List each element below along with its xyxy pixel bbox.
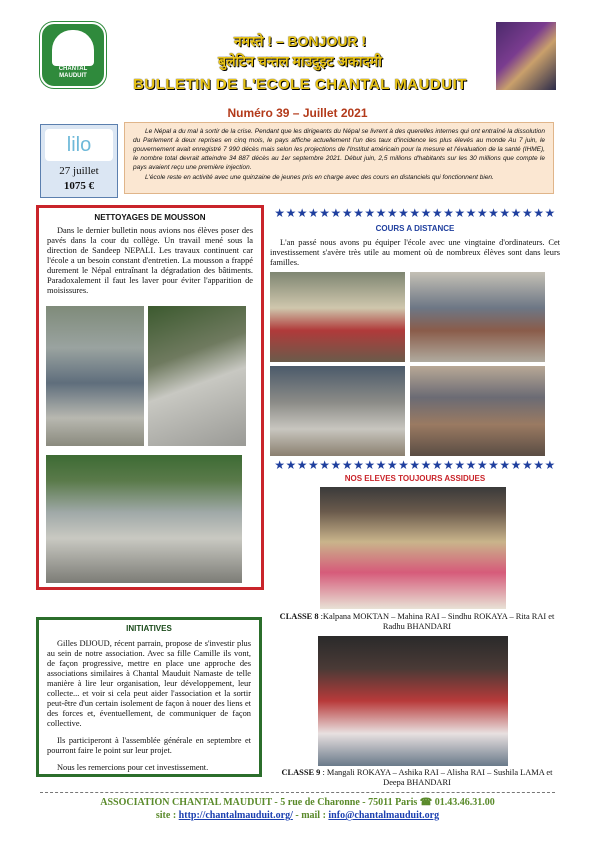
intro-paragraph: Le Népal a du mal à sortir de la crise. Pendant que les dirigeants du Népal se livrent à des querelles internes qui ont entraîné la dissolution du Parlement à deux reprises en cinq mois, le pays affiche actuellement l'un des taux d'incidence les plus élevés au monde Au 7 juin, le gouvernement avait enregistré 7 990 décès mais selon les projections de l'Institut américain pour la mesure et l'évaluation de la santé (IHME), le nombre total devrait atteindre 34 887 décès au 1er septembre 2021. Début juin, 2,5 millions d'habitants sur les 30 millions que compte le pays avaient reçu une première injection. [133,128,545,171]
bulletin-title: BULLETIN DE L'ECOLE CHANTAL MAUDUIT [133,76,467,93]
star-divider: ★★★★★★★★★★★★★★★★★★★★★★★★★ [274,206,556,220]
section-title: INITIATIVES [126,624,172,633]
issue-number: Numéro 39 – Juillet 2021 [227,106,368,120]
class-names: : Mangali ROKAYA – Ashika RAI – Alisha RAI – Sushila LAMA et Deepa BHANDARI [320,768,553,787]
class-names: :Kalpana MOKTAN – Mahina RAI – Sindhu ROKAYA – Rita RAI et Radhu BHANDARI [318,612,555,631]
sponsor-logo: lilo [45,129,113,161]
intro-paragraph: L'école reste en activité avec une quinzaine de jeunes pris en charge avec des cours en distanciels qui fonctionnent bien. [145,174,494,181]
footer-contact [0,810,595,821]
photo-class-8 [320,487,506,609]
photo-class-9 [318,636,508,766]
photo-remote-class-1 [270,272,405,362]
greeting-title: नमस्ते ! – BONJOUR ! [233,33,367,49]
section-text: Nous les remercions pour cet investissement. [57,763,209,772]
header-photo [496,22,556,90]
sponsor-amount: 1075 € [63,180,95,192]
class-8-caption [272,612,562,632]
photo-cleaning-2 [148,306,246,446]
section-text: L'an passé nous avons pu équiper l'école avec une vingtaine d'ordinateurs. Cet investissement s'avère très utile au moment où de nombreux élèves sont dans leurs familles. [270,238,560,267]
site-label: site : [155,810,179,821]
nepali-title: बुलेटिन चन्तल माउदुइट अकादमी [218,53,382,69]
mail-label: - mail : [292,810,329,821]
footer-divider [40,792,555,793]
initiatives-section [36,617,262,777]
section-title: COURS A DISTANCE [375,224,455,233]
section-text: Gilles DIJOUD, récent parrain, propose de s'investir plus au sein de notre association. Avec sa fille Camille ils vont, de façon progressive, mettre en place une approche des associations similaires à Chantal Mauduit Namaste de telle manière à lire leur organisation, leur développement, leur collecte... et voir si cela peut aider l'association et la sortir peut-être d'un certain isolement de façon à nouer des liens et des forces et, éventuellement, de communiquer de façon collective. [47,639,251,728]
class-label: CLASSE 8 [279,612,319,621]
photo-cleaning-1 [46,306,144,446]
site-link[interactable]: http://chantalmauduit.org/ [178,810,293,821]
section-text: Dans le dernier bulletin nous avions nos élèves poser des pavés dans la cour du collège. Un travail mené sous la direction de Sandeep NEPALI. Les travaux continuent car l'école a un besoin constant d'entretien. La mousson a frappé durement le Népal entraînant la dégradation des bâtiments. Paradoxalement il faut les laver pour éviter l'apparition de moisissures. [47,226,253,295]
photo-remote-class-2 [410,272,545,362]
class-label: CLASSE 9 [281,768,321,777]
section-text: Ils participeront à l'assemblée générale en septembre et pourront faire le point sur leur projet. [47,736,251,755]
photo-remote-class-3 [270,366,405,456]
sponsor-date: 27 juillet [59,165,99,177]
intro-box [124,122,554,194]
section-title: NETTOYAGES DE MOUSSON [94,213,206,222]
photo-cleaning-3 [46,455,242,583]
class-9-caption [272,768,562,788]
photo-remote-class-4 [410,366,545,456]
logo-text: ASSOCIATION CHANTAL MAUDUIT [52,59,94,79]
star-divider: ★★★★★★★★★★★★★★★★★★★★★★★★★ [274,458,556,472]
section-title: NOS ELEVES TOUJOURS ASSIDUES [344,474,486,483]
mail-link[interactable]: info@chantalmauduit.org [328,810,440,821]
footer-address: ASSOCIATION CHANTAL MAUDUIT - 5 rue de Charonne - 75011 Paris ☎ 01.43.46.31.00 [100,797,495,808]
association-logo [40,22,106,88]
sponsor-box [40,124,118,198]
